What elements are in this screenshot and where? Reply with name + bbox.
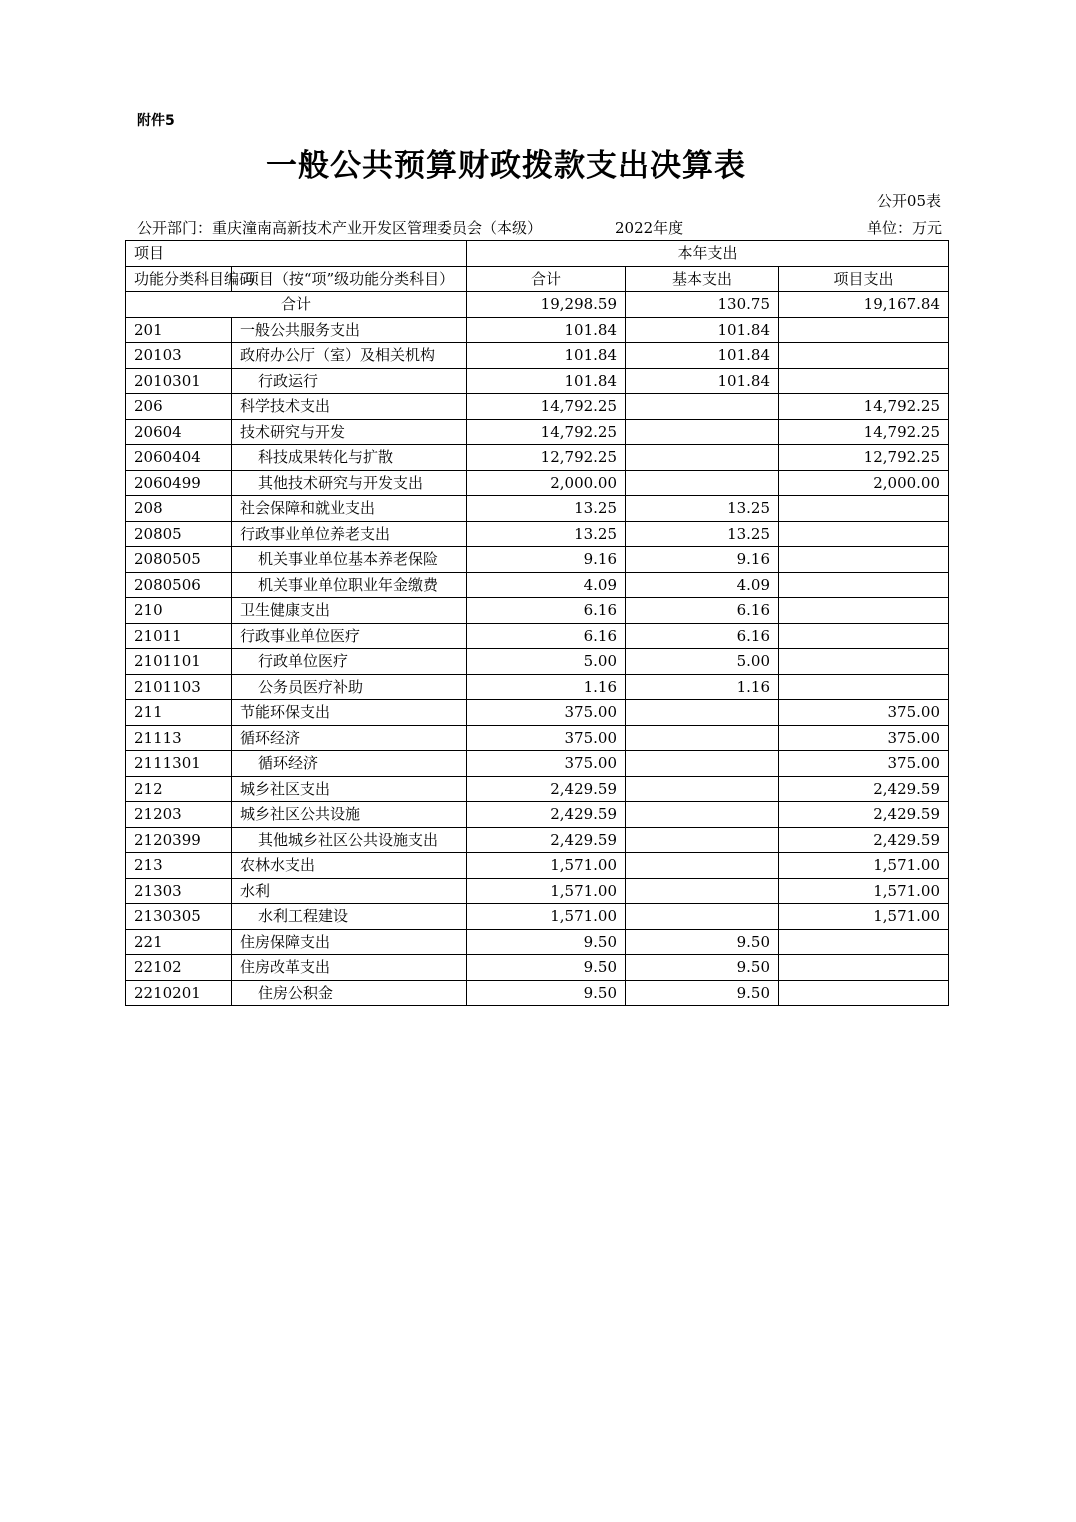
row-total: 2,429.59 <box>467 802 626 828</box>
row-basic <box>626 827 779 853</box>
row-name: 科学技术支出 <box>232 394 467 420</box>
table-row <box>126 317 949 343</box>
row-total: 375.00 <box>467 751 626 777</box>
row-code: 2080506 <box>126 572 232 598</box>
row-code: 208 <box>126 496 232 522</box>
table-row <box>126 598 949 624</box>
row-total: 1,571.00 <box>467 878 626 904</box>
summary-total: 19,298.59 <box>467 292 626 318</box>
page-title: 一般公共预算财政拨款支出决算表 <box>266 148 746 184</box>
table-row <box>126 649 949 675</box>
row-basic: 101.84 <box>626 317 779 343</box>
row-code: 212 <box>126 776 232 802</box>
row-project: 2,000.00 <box>779 470 949 496</box>
row-total: 12,792.25 <box>467 445 626 471</box>
table-row <box>126 547 949 573</box>
row-basic <box>626 878 779 904</box>
summary-row <box>126 292 949 318</box>
header-name: 项目（按“项”级功能分类科目） <box>232 266 467 292</box>
table-row <box>126 853 949 879</box>
row-code: 21113 <box>126 725 232 751</box>
meta-row <box>137 217 942 237</box>
row-project <box>779 955 949 981</box>
row-name: 循环经济 <box>232 751 467 777</box>
header-basic: 基本支出 <box>626 266 779 292</box>
row-project <box>779 598 949 624</box>
table-row <box>126 878 949 904</box>
row-total: 1.16 <box>467 674 626 700</box>
row-code: 2111301 <box>126 751 232 777</box>
header-code: 功能分类科目编码 <box>126 266 232 292</box>
row-name: 住房保障支出 <box>232 929 467 955</box>
year-label: 2022年度 <box>615 219 684 237</box>
header-row-1 <box>126 241 949 267</box>
row-project <box>779 649 949 675</box>
row-code: 206 <box>126 394 232 420</box>
row-total: 101.84 <box>467 343 626 369</box>
summary-basic: 130.75 <box>626 292 779 318</box>
row-basic: 101.84 <box>626 343 779 369</box>
row-code: 2130305 <box>126 904 232 930</box>
row-name: 社会保障和就业支出 <box>232 496 467 522</box>
row-project: 2,429.59 <box>779 827 949 853</box>
row-name: 一般公共服务支出 <box>232 317 467 343</box>
row-total: 9.50 <box>467 929 626 955</box>
row-name: 其他技术研究与开发支出 <box>232 470 467 496</box>
row-code: 2101101 <box>126 649 232 675</box>
row-project <box>779 547 949 573</box>
row-basic <box>626 445 779 471</box>
row-name: 机关事业单位基本养老保险 <box>232 547 467 573</box>
row-basic <box>626 394 779 420</box>
row-name: 节能环保支出 <box>232 700 467 726</box>
table-row <box>126 776 949 802</box>
row-total: 14,792.25 <box>467 419 626 445</box>
row-code: 21203 <box>126 802 232 828</box>
row-total: 2,429.59 <box>467 776 626 802</box>
row-project <box>779 674 949 700</box>
table-row <box>126 470 949 496</box>
row-code: 2120399 <box>126 827 232 853</box>
row-code: 22102 <box>126 955 232 981</box>
row-name: 机关事业单位职业年金缴费 <box>232 572 467 598</box>
row-total: 1,571.00 <box>467 853 626 879</box>
row-name: 技术研究与开发 <box>232 419 467 445</box>
row-total: 6.16 <box>467 623 626 649</box>
row-project <box>779 623 949 649</box>
row-total: 9.16 <box>467 547 626 573</box>
row-basic <box>626 776 779 802</box>
row-basic: 5.00 <box>626 649 779 675</box>
row-project: 12,792.25 <box>779 445 949 471</box>
row-total: 2,429.59 <box>467 827 626 853</box>
row-project: 1,571.00 <box>779 904 949 930</box>
row-project: 2,429.59 <box>779 802 949 828</box>
row-name: 水利 <box>232 878 467 904</box>
row-basic <box>626 904 779 930</box>
row-project <box>779 980 949 1006</box>
form-number: 公开05表 <box>876 192 941 210</box>
row-basic <box>626 802 779 828</box>
table-row <box>126 445 949 471</box>
row-basic: 6.16 <box>626 598 779 624</box>
row-basic <box>626 470 779 496</box>
summary-project: 19,167.84 <box>779 292 949 318</box>
row-basic: 9.16 <box>626 547 779 573</box>
table-row <box>126 904 949 930</box>
row-total: 5.00 <box>467 649 626 675</box>
row-basic: 1.16 <box>626 674 779 700</box>
row-code: 20604 <box>126 419 232 445</box>
row-basic <box>626 853 779 879</box>
row-basic <box>626 751 779 777</box>
row-code: 221 <box>126 929 232 955</box>
row-project <box>779 521 949 547</box>
row-code: 21303 <box>126 878 232 904</box>
row-basic: 9.50 <box>626 955 779 981</box>
table-row <box>126 521 949 547</box>
row-project: 375.00 <box>779 751 949 777</box>
table-row <box>126 802 949 828</box>
row-basic: 101.84 <box>626 368 779 394</box>
row-project: 375.00 <box>779 700 949 726</box>
row-total: 4.09 <box>467 572 626 598</box>
table-row <box>126 929 949 955</box>
department-label: 公开部门：重庆潼南高新技术产业开发区管理委员会（本级） <box>137 219 543 237</box>
row-project: 1,571.00 <box>779 853 949 879</box>
row-basic: 9.50 <box>626 929 779 955</box>
table-row <box>126 343 949 369</box>
row-code: 20805 <box>126 521 232 547</box>
row-code: 2060404 <box>126 445 232 471</box>
row-name: 住房改革支出 <box>232 955 467 981</box>
row-project: 1,571.00 <box>779 878 949 904</box>
row-code: 213 <box>126 853 232 879</box>
row-total: 13.25 <box>467 496 626 522</box>
row-basic: 9.50 <box>626 980 779 1006</box>
row-project: 14,792.25 <box>779 394 949 420</box>
table-row <box>126 394 949 420</box>
table-row <box>126 623 949 649</box>
row-code: 2101103 <box>126 674 232 700</box>
row-total: 375.00 <box>467 725 626 751</box>
row-project: 375.00 <box>779 725 949 751</box>
row-name: 行政事业单位医疗 <box>232 623 467 649</box>
row-project <box>779 572 949 598</box>
table-row <box>126 751 949 777</box>
row-project: 14,792.25 <box>779 419 949 445</box>
row-project: 2,429.59 <box>779 776 949 802</box>
row-name: 水利工程建设 <box>232 904 467 930</box>
header-project: 项目支出 <box>779 266 949 292</box>
row-code: 211 <box>126 700 232 726</box>
row-name: 科技成果转化与扩散 <box>232 445 467 471</box>
row-project <box>779 496 949 522</box>
row-name: 卫生健康支出 <box>232 598 467 624</box>
row-project <box>779 368 949 394</box>
row-total: 101.84 <box>467 368 626 394</box>
row-project <box>779 317 949 343</box>
row-total: 9.50 <box>467 955 626 981</box>
budget-table <box>125 240 949 1006</box>
row-total: 13.25 <box>467 521 626 547</box>
row-code: 2080505 <box>126 547 232 573</box>
row-basic: 13.25 <box>626 496 779 522</box>
row-total: 9.50 <box>467 980 626 1006</box>
row-name: 城乡社区支出 <box>232 776 467 802</box>
table-row <box>126 980 949 1006</box>
row-total: 14,792.25 <box>467 394 626 420</box>
row-name: 行政运行 <box>232 368 467 394</box>
row-code: 20103 <box>126 343 232 369</box>
table-row <box>126 955 949 981</box>
attachment-label: 附件5 <box>137 113 175 129</box>
row-basic <box>626 725 779 751</box>
summary-label: 合计 <box>126 292 467 318</box>
row-name: 循环经济 <box>232 725 467 751</box>
row-name: 行政单位医疗 <box>232 649 467 675</box>
header-row-2 <box>126 266 949 292</box>
row-code: 2010301 <box>126 368 232 394</box>
row-name: 政府办公厅（室）及相关机构 <box>232 343 467 369</box>
row-code: 210 <box>126 598 232 624</box>
row-total: 6.16 <box>467 598 626 624</box>
table-row <box>126 674 949 700</box>
row-project <box>779 343 949 369</box>
row-code: 21011 <box>126 623 232 649</box>
row-basic: 13.25 <box>626 521 779 547</box>
row-code: 201 <box>126 317 232 343</box>
row-total: 101.84 <box>467 317 626 343</box>
row-total: 375.00 <box>467 700 626 726</box>
row-basic <box>626 419 779 445</box>
header-item: 项目 <box>126 241 467 267</box>
table-row <box>126 725 949 751</box>
row-total: 1,571.00 <box>467 904 626 930</box>
table-row <box>126 827 949 853</box>
unit-label: 单位：万元 <box>866 219 942 237</box>
row-name: 住房公积金 <box>232 980 467 1006</box>
row-code: 2210201 <box>126 980 232 1006</box>
table-row <box>126 700 949 726</box>
row-basic: 4.09 <box>626 572 779 598</box>
row-name: 城乡社区公共设施 <box>232 802 467 828</box>
row-project <box>779 929 949 955</box>
row-name: 农林水支出 <box>232 853 467 879</box>
table-row <box>126 368 949 394</box>
row-name: 行政事业单位养老支出 <box>232 521 467 547</box>
row-name: 公务员医疗补助 <box>232 674 467 700</box>
row-total: 2,000.00 <box>467 470 626 496</box>
row-basic <box>626 700 779 726</box>
table-row <box>126 496 949 522</box>
row-code: 2060499 <box>126 470 232 496</box>
table-row <box>126 419 949 445</box>
table-row <box>126 572 949 598</box>
header-total: 合计 <box>467 266 626 292</box>
row-name: 其他城乡社区公共设施支出 <box>232 827 467 853</box>
row-basic: 6.16 <box>626 623 779 649</box>
header-current-year: 本年支出 <box>467 241 949 267</box>
